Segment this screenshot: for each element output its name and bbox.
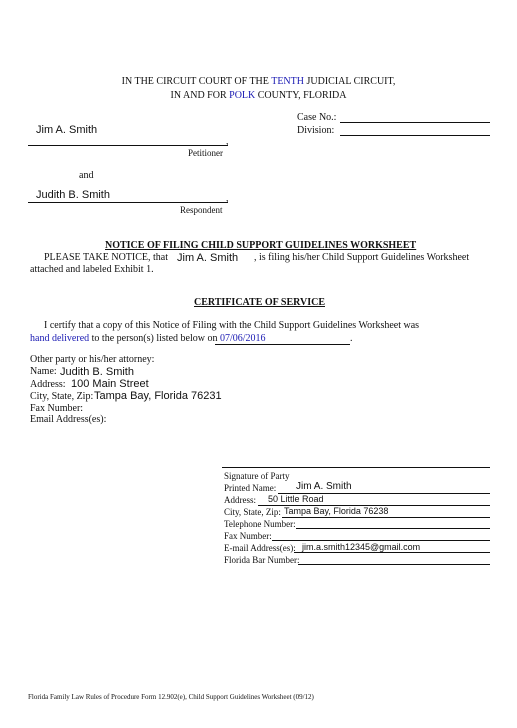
sig-email-label: E-mail Address(es):: [224, 543, 296, 553]
petitioner-name[interactable]: Jim A. Smith: [36, 124, 98, 136]
sig-phone-line[interactable]: [296, 528, 490, 529]
certificate-line-1: I certify that a copy of this Notice of Filing with the Child Support Guidelines Worksheet was: [44, 320, 420, 331]
respondent-label: Respondent: [180, 205, 223, 215]
court-heading-text: COUNTY, FLORIDA: [255, 90, 347, 101]
other-party-city[interactable]: Tampa Bay, Florida 76231: [94, 390, 222, 402]
other-party-name-label: Name:: [30, 366, 57, 377]
notice-line-1-pre: PLEASE TAKE NOTICE, that: [44, 252, 169, 263]
sig-fax-line[interactable]: [272, 540, 490, 541]
other-party-header: Other party or his/her attorney:: [30, 354, 155, 365]
petitioner-label: Petitioner: [188, 148, 223, 158]
other-party-city-label: City, State, Zip:: [30, 391, 94, 402]
sig-address-value[interactable]: 50 Little Road: [268, 494, 324, 504]
certificate-line-2-text: to the person(s) listed below on: [89, 333, 220, 344]
notice-title: NOTICE OF FILING CHILD SUPPORT GUIDELINES WORKSHEET: [105, 240, 417, 251]
other-party-address-label: Address:: [30, 379, 66, 390]
sig-bar-line[interactable]: [298, 564, 490, 565]
sig-bar-label: Florida Bar Number:: [224, 555, 300, 565]
division-field[interactable]: [340, 135, 490, 136]
sig-city-value[interactable]: Tampa Bay, Florida 76238: [284, 506, 389, 516]
signature-label: Signature of Party: [224, 471, 290, 481]
service-date[interactable]: 07/06/2016: [219, 333, 266, 344]
signature-line[interactable]: [222, 467, 490, 468]
case-no-label: Case No.:: [297, 112, 337, 123]
respondent-name[interactable]: Judith B. Smith: [36, 189, 110, 201]
court-heading-line-2: [0, 90, 517, 101]
other-party-email-label: Email Address(es):: [30, 414, 107, 425]
service-date-line: [215, 344, 350, 345]
sig-fax-label: Fax Number:: [224, 531, 272, 541]
court-heading-text: IN THE CIRCUIT COURT OF THE: [121, 76, 272, 87]
delivery-method[interactable]: hand delivered: [30, 333, 90, 344]
other-party-name[interactable]: Judith B. Smith: [60, 366, 134, 378]
sig-phone-label: Telephone Number:: [224, 519, 296, 529]
court-heading-text: IN AND FOR: [170, 90, 230, 101]
notice-filer-name[interactable]: Jim A. Smith: [177, 252, 239, 264]
certificate-line-2: [30, 333, 266, 344]
county-name: POLK: [229, 90, 256, 101]
petitioner-comma: ,: [226, 136, 229, 147]
other-party-address[interactable]: 100 Main Street: [71, 378, 149, 390]
division-label: Division:: [297, 125, 335, 136]
and-label: and: [79, 170, 94, 181]
sig-email-value[interactable]: jim.a.smith12345@gmail.com: [302, 542, 421, 552]
petitioner-line: [28, 145, 228, 146]
sig-email-line: [294, 552, 490, 553]
sig-address-label: Address:: [224, 495, 256, 505]
circuit-number: TENTH: [271, 76, 304, 87]
respondent-comma: ,: [226, 193, 229, 204]
sig-city-line: [282, 517, 490, 518]
other-party-fax-label: Fax Number:: [30, 403, 84, 414]
certificate-title: CERTIFICATE OF SERVICE: [194, 297, 325, 308]
sig-city-label: City, State, Zip:: [224, 507, 281, 517]
court-heading-text: JUDICIAL CIRCUIT,: [304, 76, 396, 87]
case-no-field[interactable]: [340, 122, 490, 123]
printed-name-value[interactable]: Jim A. Smith: [296, 481, 352, 492]
form-footer: Florida Family Law Rules of Procedure Form 12.902(e), Child Support Guidelines Worksheet (09/12): [28, 693, 314, 701]
court-heading-line-1: [0, 76, 517, 87]
notice-line-2: attached and labeled Exhibit 1.: [30, 264, 154, 275]
notice-line-1-post: , is filing his/her Child Support Guidelines Worksheet: [254, 252, 470, 263]
printed-name-label: Printed Name:: [224, 483, 277, 493]
respondent-line: [28, 202, 228, 203]
certificate-period: .: [350, 333, 353, 344]
